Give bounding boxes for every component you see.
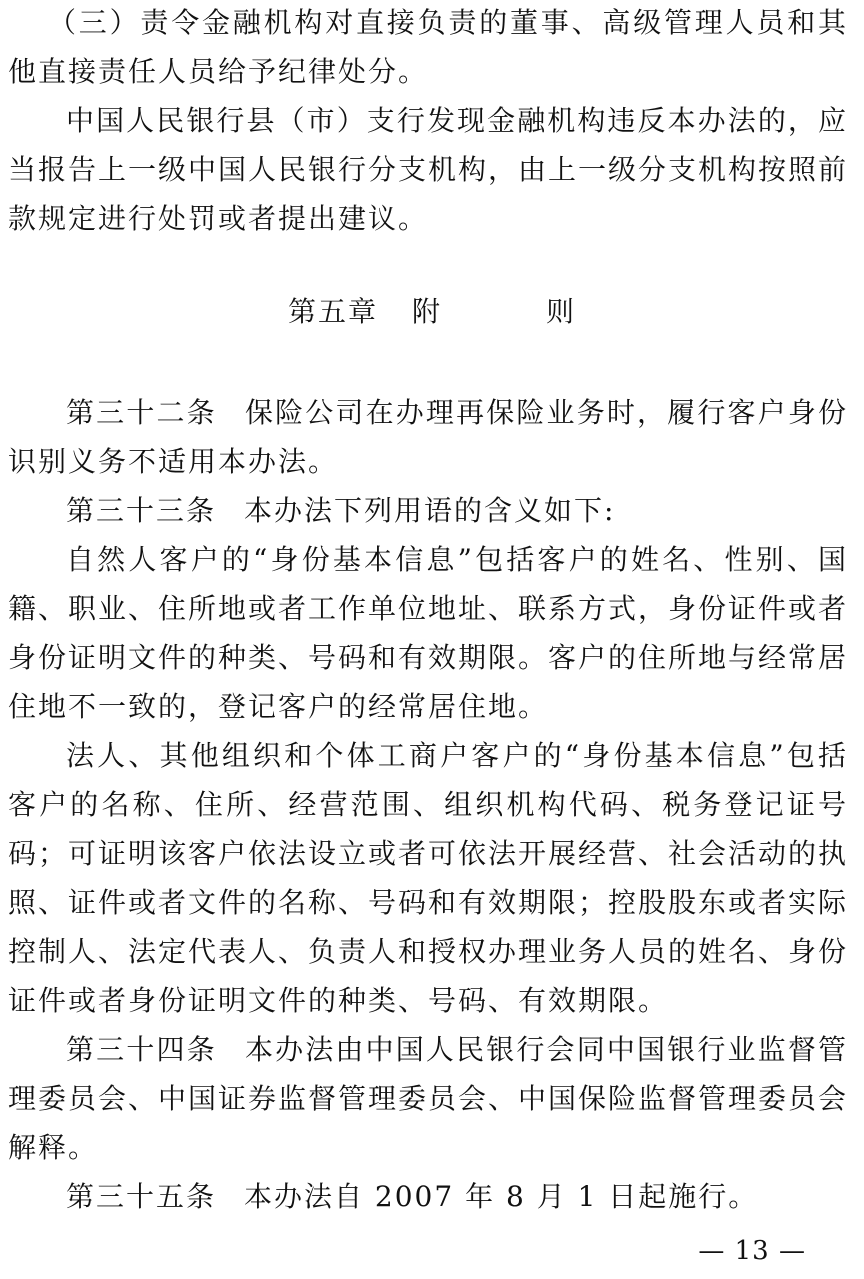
paragraph-disciplinary-sanction	[8, 0, 848, 96]
article-text: 本办法自 2007 年 8 月 1 日起施行。	[244, 1180, 759, 1213]
paragraph-text: 自然人客户的“身份基本信息”包括客户的姓名、性别、国籍、职业、住所地或者工作单位地址、联系方式，身份证件或者身份证明文件的种类、号码和有效期限。客户的住所地与经常居住地不一致的，登记客户的经常居住地。	[8, 543, 849, 723]
chapter-title-part1: 附	[411, 295, 442, 328]
paragraph-text: 法人、其他组织和个体工商户客户的“身份基本信息”包括客户的名称、住所、经营范围、组织机构代码、税务登记证号码；可证明该客户依法设立或者可依法开展经营、社会活动的执照、证件或者文件的名称、号码和有效期限；控股股东或者实际控制人、法定代表人、负责人和授权办理业务人员的姓名、身份证件或者身份证明文件的种类、号码、有效期限。	[8, 739, 849, 1017]
article-label: 第三十二条	[66, 396, 217, 429]
article-35	[8, 1172, 848, 1221]
paragraph-legal-person-info	[8, 731, 848, 1025]
article-33	[8, 486, 848, 535]
chapter-heading	[0, 290, 864, 334]
paragraph-natural-person-info	[8, 535, 848, 731]
paragraph-county-branch-report	[8, 96, 848, 243]
article-text: 本办法由中国人民银行会同中国银行业监督管理委员会、中国证券监督管理委员会、中国保险监督管理委员会解释。	[8, 1033, 849, 1164]
article-label: 第三十四条	[66, 1033, 217, 1066]
chapter-title-part2: 则	[546, 295, 577, 328]
paragraph-text: 中国人民银行县（市）支行发现金融机构违反本办法的，应当报告上一级中国人民银行分支机构，由上一级分支机构按照前款规定进行处罚或者提出建议。	[8, 104, 849, 235]
article-34	[8, 1025, 848, 1172]
chapter-number: 第五章	[287, 295, 378, 328]
page-number: — 13 —	[698, 1236, 806, 1266]
article-text: 保险公司在办理再保险业务时，履行客户身份识别义务不适用本办法。	[8, 396, 848, 478]
article-text: 本办法下列用语的含义如下:	[244, 494, 616, 527]
article-label: 第三十五条	[66, 1180, 217, 1213]
article-label: 第三十三条	[66, 494, 217, 527]
paragraph-text: （三）责令金融机构对直接负责的董事、高级管理人员和其他直接责任人员给予纪律处分。	[8, 6, 848, 88]
article-32	[8, 388, 848, 486]
